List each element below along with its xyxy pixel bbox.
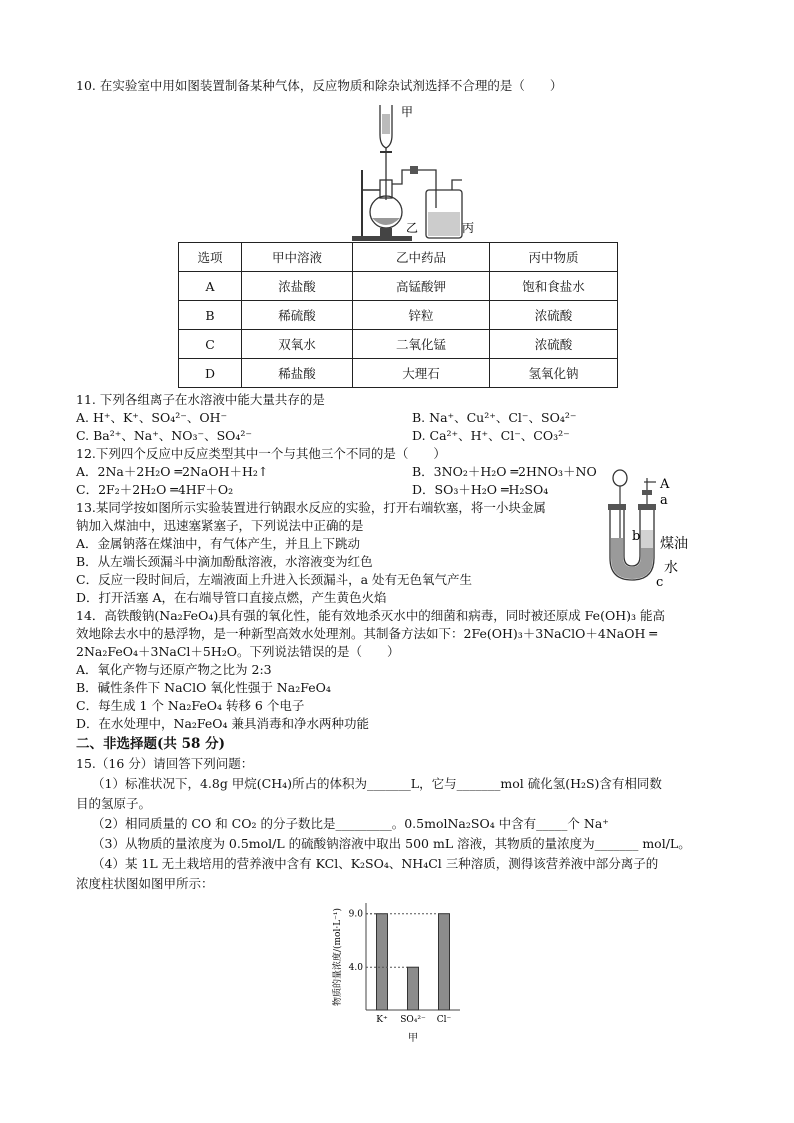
table-row [179, 301, 618, 330]
table-header-cell: 乙中药品 [353, 243, 490, 272]
x-tick-label: Cl⁻ [436, 1015, 452, 1025]
table-row [179, 359, 618, 388]
q13-stem-line1: 13.某同学按如图所示实验装置进行钠跟水反应的实验，打开右端软塞，将一小块金属 [76, 500, 546, 515]
x-tick-label: K⁺ [376, 1015, 388, 1025]
q14-option-b: B．碱性条件下 NaClO 氧化性强于 Na₂FeO₄ [76, 680, 331, 695]
label-kerosene: 煤油 [660, 536, 688, 552]
q11-option-d: D. Ca²⁺、H⁺、Cl⁻、CO₃²⁻ [412, 428, 570, 443]
table-header-row [179, 243, 618, 272]
table-cell: 氢氧化钠 [490, 359, 618, 388]
label-yi: 乙 [406, 221, 419, 235]
table-cell: 饱和食盐水 [490, 272, 618, 301]
q10-table [178, 242, 618, 388]
bar [408, 967, 419, 1010]
q12-option-c: C．2F₂＋2H₂O ═4HF＋O₂ [76, 482, 234, 497]
y-tick-label: 9.0 [348, 909, 363, 920]
table-cell: D [179, 359, 242, 388]
q10-apparatus [340, 100, 490, 245]
q14-stem-line2: 效地除去水中的悬浮物，是一种新型高效水处理剂。其制备方法如下：2Fe(OH)₃＋3NaClO＋4NaOH ═ [76, 626, 657, 641]
label-water: 水 [664, 560, 678, 576]
q14-stem-line1: 14．高铁酸钠(Na₂FeO₄)具有强的氧化性，能有效地杀灭水中的细菌和病毒，同时被还原成 Fe(OH)₃ 能高 [76, 608, 665, 623]
y-tick-label: 4.0 [348, 963, 363, 974]
q12-stem: 12.下列四个反应中反应类型其中一个与其他三个不同的是（ ） [76, 446, 446, 461]
table-row [179, 272, 618, 301]
label-jia: 甲 [401, 105, 414, 119]
y-axis-label: 物质的量浓度/(mol·L⁻¹) [333, 907, 343, 1007]
label-valve-A: A [660, 477, 670, 492]
table-cell: C [179, 330, 242, 359]
bar [439, 914, 450, 1010]
q11-stem: 11. 下列各组离子在水溶液中能大量共存的是 [76, 392, 325, 407]
table-header-cell: 选项 [179, 243, 242, 272]
label-c: c [656, 575, 664, 590]
q12-option-d: D．SO₃＋H₂O ═H₂SO₄ [412, 482, 549, 497]
q12-option-b: B．3NO₂＋H₂O ═2HNO₃＋NO [412, 464, 597, 479]
q15-part3: （3）从物质的量浓度为 0.5mol/L 的硫酸钠溶液中取出 500 mL 溶液，其物质的量浓度为_______ mol/L。 [92, 836, 691, 851]
q10-stem: 10. 在实验室中用如图装置制备某种气体，反应物质和除杂试剂选择不合理的是（ ） [76, 78, 563, 93]
q13-option-d: D．打开活塞 A，在右端导管口直接点燃，产生黄色火焰 [76, 590, 387, 605]
q13-option-a: A．金属钠落在煤油中，有气体产生，并且上下跳动 [76, 536, 361, 551]
table-cell: 浓硫酸 [490, 330, 618, 359]
q13-option-c: C．反应一段时间后，左端液面上升进入长颈漏斗，a 处有无色氧气产生 [76, 572, 472, 587]
q11-option-c: C. Ba²⁺、Na⁺、NO₃⁻、SO₄²⁻ [76, 428, 253, 443]
table-cell: 稀盐酸 [242, 359, 353, 388]
q13-stem-line2: 钠加入煤油中，迅速塞紧塞子，下列说法中正确的是 [76, 518, 364, 533]
x-tick-label: SO₄²⁻ [400, 1015, 426, 1025]
section-title: 二、非选择题(共 58 分) [76, 736, 225, 752]
q14-option-c: C．每生成 1 个 Na₂FeO₄ 转移 6 个电子 [76, 698, 305, 713]
q12-option-a: A．2Na＋2H₂O ═2NaOH＋H₂↑ [76, 464, 269, 479]
q15-part1-line2: 目的氢原子。 [76, 796, 152, 811]
q13-option-b: B．从左端长颈漏斗中滴加酚酞溶液，水溶液变为红色 [76, 554, 373, 569]
table-header-cell: 丙中物质 [490, 243, 618, 272]
q13-u-tube-apparatus [600, 468, 700, 590]
bar [377, 914, 388, 1010]
table-cell: 高锰酸钾 [353, 272, 490, 301]
q14-option-d: D．在水处理中，Na₂FeO₄ 兼具消毒和净水两种功能 [76, 716, 370, 731]
table-cell: 双氧水 [242, 330, 353, 359]
x-axis-caption: 甲 [408, 1033, 418, 1044]
q15-part4-line1: （4）某 1L 无土栽培用的营养液中含有 KCl、K₂SO₄、NH₄Cl 三种溶质，测得该营养液中部分离子的 [92, 856, 659, 871]
table-cell: 稀硫酸 [242, 301, 353, 330]
table-cell: 浓硫酸 [490, 301, 618, 330]
table-cell: 浓盐酸 [242, 272, 353, 301]
q11-option-a: A. H⁺、K⁺、SO₄²⁻、OH⁻ [76, 410, 228, 425]
q15-part4-line2: 浓度柱状图如图甲所示： [76, 876, 214, 891]
q14-stem-line3: 2Na₂FeO₄＋3NaCl＋5H₂O。下列说法错误的是（ ） [76, 644, 400, 659]
table-cell: 二氧化锰 [353, 330, 490, 359]
q15-part2: （2）相同质量的 CO 和 CO₂ 的分子数比是_________。0.5molNa₂SO₄ 中含有_____个 Na⁺ [92, 816, 609, 831]
table-cell: 大理石 [353, 359, 490, 388]
table-cell: B [179, 301, 242, 330]
label-b: b [632, 529, 641, 544]
q15-part1-line1: （1）标准状况下，4.8g 甲烷(CH₄)所占的体积为_______L，它与_______mol 硫化氢(H₂S)含有相同数 [92, 776, 662, 791]
table-row [179, 330, 618, 359]
table-cell: A [179, 272, 242, 301]
q15-stem: 15.（16 分）请回答下列问题： [76, 756, 254, 771]
table-cell: 锌粒 [353, 301, 490, 330]
label-bing: 丙 [462, 221, 475, 235]
label-a: a [660, 493, 668, 508]
q14-option-a: A．氧化产物与还原产物之比为 2:3 [76, 662, 272, 677]
table-header-cell: 甲中溶液 [242, 243, 353, 272]
q11-option-b: B. Na⁺、Cu²⁺、Cl⁻、SO₄²⁻ [412, 410, 577, 425]
ion-concentration-chart [320, 895, 480, 1047]
